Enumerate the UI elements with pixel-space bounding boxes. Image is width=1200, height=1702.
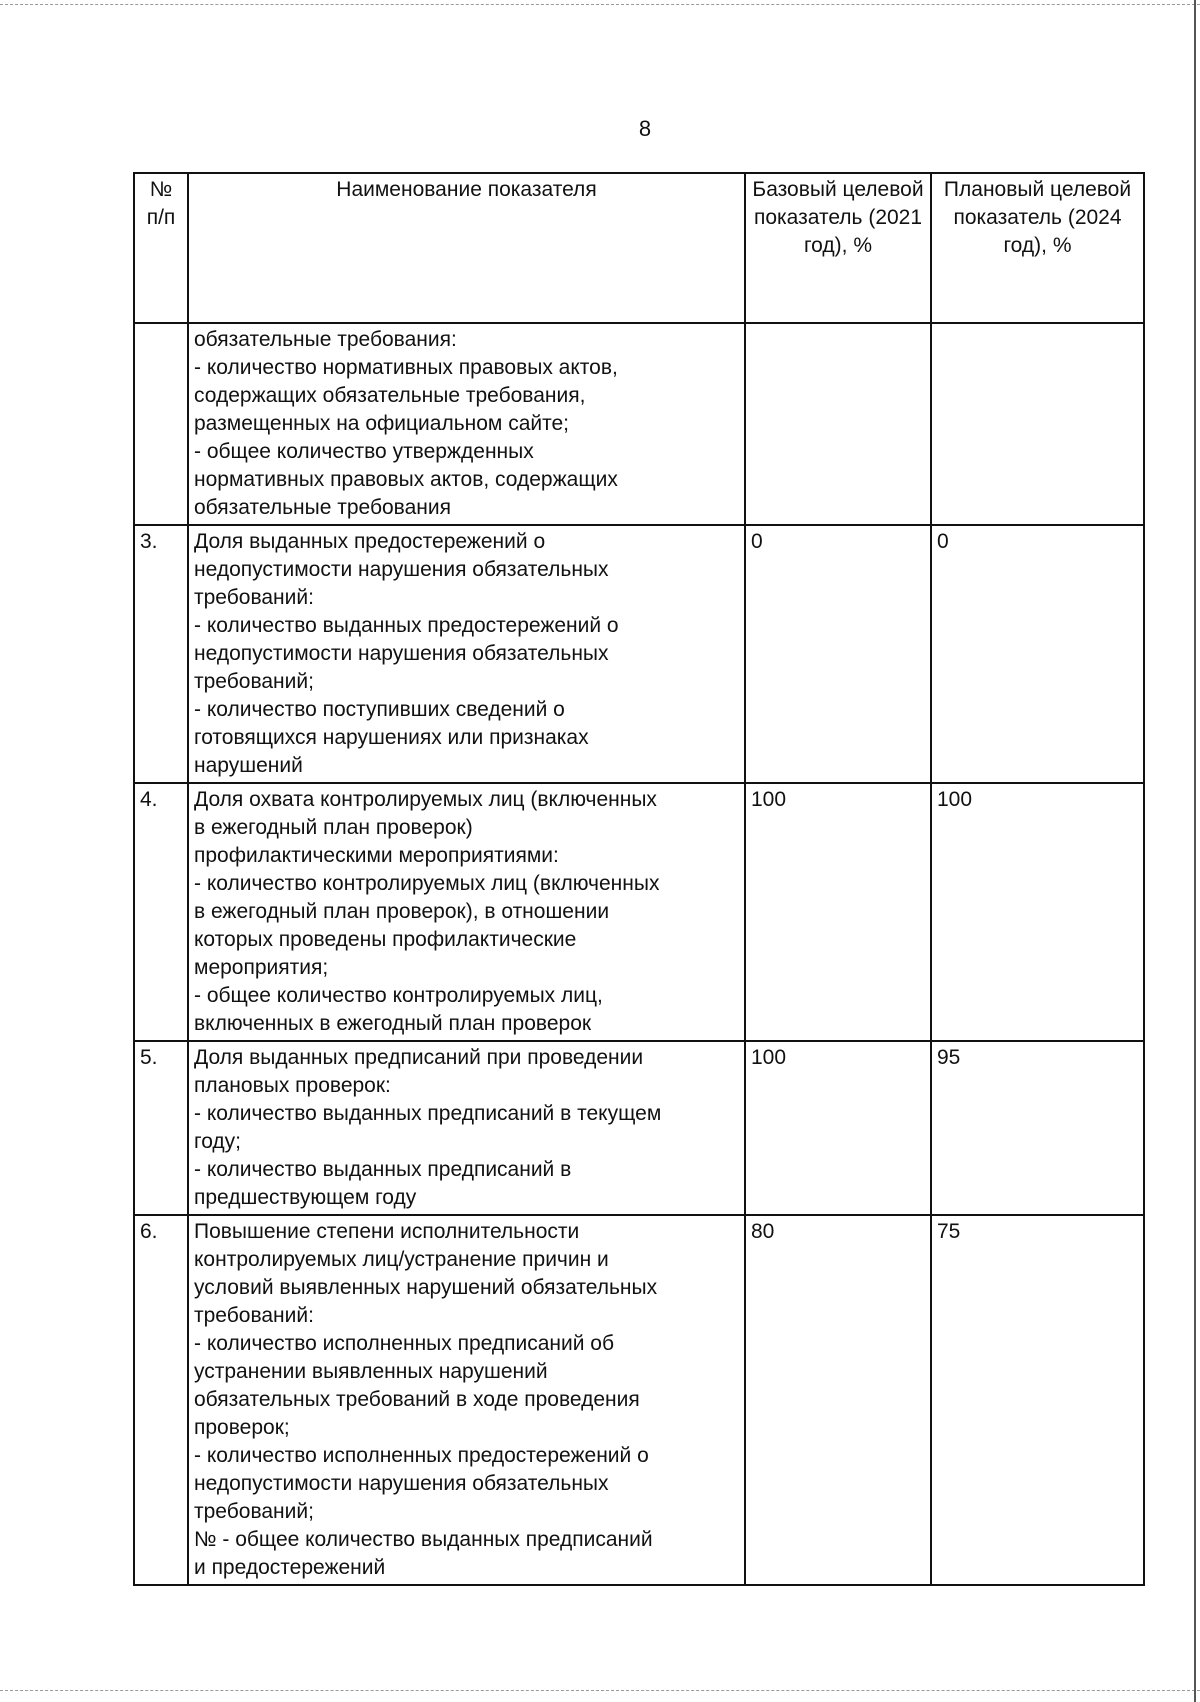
indicator-name-line: контролируемых лиц/устранение причин и	[194, 1248, 609, 1271]
indicator-name-line: требований:	[194, 586, 314, 609]
page-number: 8	[638, 116, 652, 141]
plan-value: 100	[931, 783, 1144, 1041]
indicator-name-line: - общее количество контролируемых лиц,	[194, 984, 603, 1007]
indicator-name-line: - количество контролируемых лиц (включенных	[194, 872, 660, 895]
base-value: 100	[745, 783, 931, 1041]
indicator-name-line: - количество исполненных предписаний об	[194, 1332, 614, 1355]
table-row	[134, 1215, 1144, 1585]
scan-right-edge	[1194, 0, 1196, 1702]
indicator-name-line: устранении выявленных нарушений	[194, 1360, 548, 1383]
indicator-name-line: недопустимости нарушения обязательных	[194, 558, 609, 581]
indicator-name-line: Повышение степени исполнительности	[194, 1220, 580, 1243]
scan-bottom-edge	[0, 1690, 1200, 1692]
table-row	[134, 783, 1144, 1041]
indicator-name-line: обязательных требований в ходе проведения	[194, 1388, 640, 1411]
header-name: Наименование показателя	[188, 173, 745, 323]
indicator-name-line: которых проведены профилактические	[194, 928, 577, 951]
row-number: 4.	[134, 783, 188, 1041]
indicator-name-line: условий выявленных нарушений обязательных	[194, 1276, 658, 1299]
indicator-name-line: проверок;	[194, 1416, 290, 1439]
indicator-name-line: требований;	[194, 1500, 314, 1523]
indicator-name-line: размещенных на официальном сайте;	[194, 412, 569, 435]
indicator-name-line: - количество выданных предписаний в	[194, 1158, 572, 1181]
indicator-name-line: нормативных правовых актов, содержащих	[194, 468, 618, 491]
indicator-name-line: Доля выданных предостережений о	[194, 530, 546, 553]
row-number: 6.	[134, 1215, 188, 1585]
table-row	[134, 1041, 1144, 1215]
table-body	[134, 323, 1144, 1585]
indicator-name-line: профилактическими мероприятиями:	[194, 844, 559, 867]
indicator-name-line: нарушений	[194, 754, 303, 777]
table-row	[134, 323, 1144, 525]
indicators-table	[133, 172, 1145, 1586]
base-value	[745, 323, 931, 525]
indicator-name-line: году;	[194, 1130, 242, 1153]
indicator-name	[188, 1215, 745, 1585]
header-plan: Плановый целевой показатель (2024 год), %	[931, 173, 1144, 323]
plan-value: 95	[931, 1041, 1144, 1215]
indicator-name-line: - количество поступивших сведений о	[194, 698, 565, 721]
plan-value: 0	[931, 525, 1144, 783]
table-header-row	[134, 173, 1144, 323]
indicator-name	[188, 783, 745, 1041]
indicator-name-line: - количество выданных предостережений о	[194, 614, 619, 637]
indicator-name-line: - количество нормативных правовых актов,	[194, 356, 618, 379]
base-value: 100	[745, 1041, 931, 1215]
base-value: 80	[745, 1215, 931, 1585]
base-value: 0	[745, 525, 931, 783]
indicator-name-line: содержащих обязательные требования,	[194, 384, 586, 407]
indicator-name-line: Доля охвата контролируемых лиц (включенных	[194, 788, 657, 811]
indicator-name-line: требований;	[194, 670, 314, 693]
indicator-name-line: Доля выданных предписаний при проведении	[194, 1046, 644, 1069]
indicator-name-line: - количество выданных предписаний в текущем	[194, 1102, 662, 1125]
indicator-name-line: - количество исполненных предостережений о	[194, 1444, 649, 1467]
indicator-name-line: обязательные требования:	[194, 328, 457, 351]
scan-top-edge	[0, 4, 1200, 6]
indicator-name	[188, 323, 745, 525]
header-base: Базовый целевой показатель (2021 год), %	[745, 173, 931, 323]
indicator-name-line: - общее количество утвержденных	[194, 440, 534, 463]
indicator-name	[188, 1041, 745, 1215]
indicator-name-line: включенных в ежегодный план проверок	[194, 1012, 592, 1035]
table-row	[134, 525, 1144, 783]
indicator-name-line: в ежегодный план проверок)	[194, 816, 473, 839]
row-number: 5.	[134, 1041, 188, 1215]
plan-value	[931, 323, 1144, 525]
indicator-name-line: недопустимости нарушения обязательных	[194, 642, 609, 665]
indicator-name	[188, 525, 745, 783]
indicator-name-line: требований:	[194, 1304, 314, 1327]
plan-value: 75	[931, 1215, 1144, 1585]
indicator-name-line: готовящихся нарушениях или признаках	[194, 726, 589, 749]
indicator-name-line: мероприятия;	[194, 956, 329, 979]
row-number: 3.	[134, 525, 188, 783]
indicator-name-line: в ежегодный план проверок), в отношении	[194, 900, 610, 923]
indicator-name-line: предшествующем году	[194, 1186, 417, 1209]
indicator-name-line: обязательные требования	[194, 496, 451, 519]
indicator-name-line: и предостережений	[194, 1556, 386, 1579]
indicator-name-line: № - общее количество выданных предписаний	[194, 1528, 653, 1551]
indicator-name-line: недопустимости нарушения обязательных	[194, 1472, 609, 1495]
indicator-name-line: плановых проверок:	[194, 1074, 391, 1097]
row-number	[134, 323, 188, 525]
header-num: № п/п	[134, 173, 188, 323]
